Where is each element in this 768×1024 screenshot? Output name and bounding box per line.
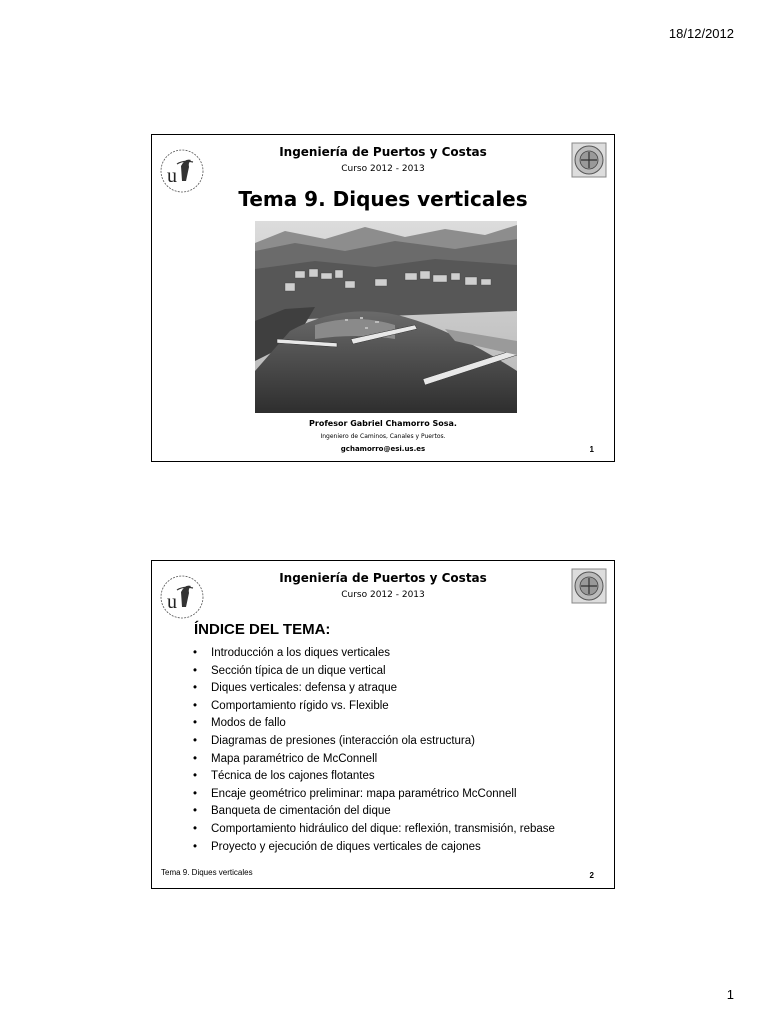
bullet: •: [193, 717, 198, 730]
bullet: •: [193, 664, 198, 677]
list-item-text: Técnica de los cajones flotantes: [211, 770, 375, 783]
bullet: •: [193, 647, 198, 659]
slide-number: 2: [589, 871, 594, 880]
course-year: Curso 2012 - 2013: [341, 164, 425, 174]
list-item: [193, 663, 555, 681]
slide-1: [151, 134, 615, 462]
professor-credentials: Ingeniero de Caminos, Canales y Puertos.: [320, 433, 446, 440]
list-item-text: Sección típica de un dique vertical: [211, 664, 386, 677]
list-item-text: Proyecto y ejecución de diques verticales de cajones: [211, 840, 481, 853]
svg-text:u: u: [167, 165, 177, 187]
list-item-text: Diagramas de presiones (interacción ola estructura): [211, 734, 475, 747]
list-item: [193, 751, 555, 769]
slide-2: [151, 560, 615, 889]
list-item: [193, 698, 555, 716]
index-title: ÍNDICE DEL TEMA:: [194, 621, 331, 638]
course-title: Ingeniería de Puertos y Costas: [279, 571, 487, 585]
course-year: Curso 2012 - 2013: [341, 590, 425, 600]
list-item-text: Introducción a los diques verticales: [211, 647, 390, 659]
list-item-text: Modos de fallo: [211, 717, 286, 730]
bullet: •: [193, 734, 198, 747]
page-number: 1: [726, 987, 734, 1002]
list-item: [193, 839, 555, 857]
list-item-text: Comportamiento rígido vs. Flexible: [211, 699, 389, 712]
bullet: •: [193, 840, 198, 853]
list-item: [193, 733, 555, 751]
list-item-text: Comportamiento hidráulico del dique: reflexión, transmisión, rebase: [211, 822, 555, 835]
list-item: [193, 680, 555, 698]
list-item-text: Banqueta de cimentación del dique: [211, 805, 391, 818]
list-item: [193, 645, 555, 663]
professor-email: gchamorro@esi.us.es: [340, 445, 426, 453]
harbor-photo: [255, 221, 517, 413]
list-item-text: Encaje geométrico preliminar: mapa paramétrico McConnell: [211, 787, 517, 800]
slide-number: 1: [589, 445, 594, 454]
bullet: •: [193, 787, 198, 800]
slide-title: Tema 9. Diques verticales: [238, 187, 528, 211]
svg-text:u: u: [167, 591, 177, 613]
bullet: •: [193, 699, 198, 712]
list-item: [193, 821, 555, 839]
bullet: •: [193, 770, 198, 783]
professor-name: Profesor Gabriel Chamorro Sosa.: [309, 419, 457, 428]
list-item: [193, 803, 555, 821]
course-title: Ingeniería de Puertos y Costas: [279, 145, 487, 159]
list-item: [193, 768, 555, 786]
list-item: [193, 715, 555, 733]
index-list: [193, 645, 555, 856]
bullet: •: [193, 805, 198, 818]
bullet: •: [193, 752, 198, 765]
bullet: •: [193, 822, 198, 835]
list-item: [193, 786, 555, 804]
list-item-text: Diques verticales: defensa y atraque: [211, 682, 398, 695]
page-date: 18/12/2012: [668, 26, 734, 41]
bullet: •: [193, 682, 198, 695]
slide-footer: Tema 9. Diques verticales: [161, 868, 253, 877]
list-item-text: Mapa paramétrico de McConnell: [211, 752, 378, 765]
